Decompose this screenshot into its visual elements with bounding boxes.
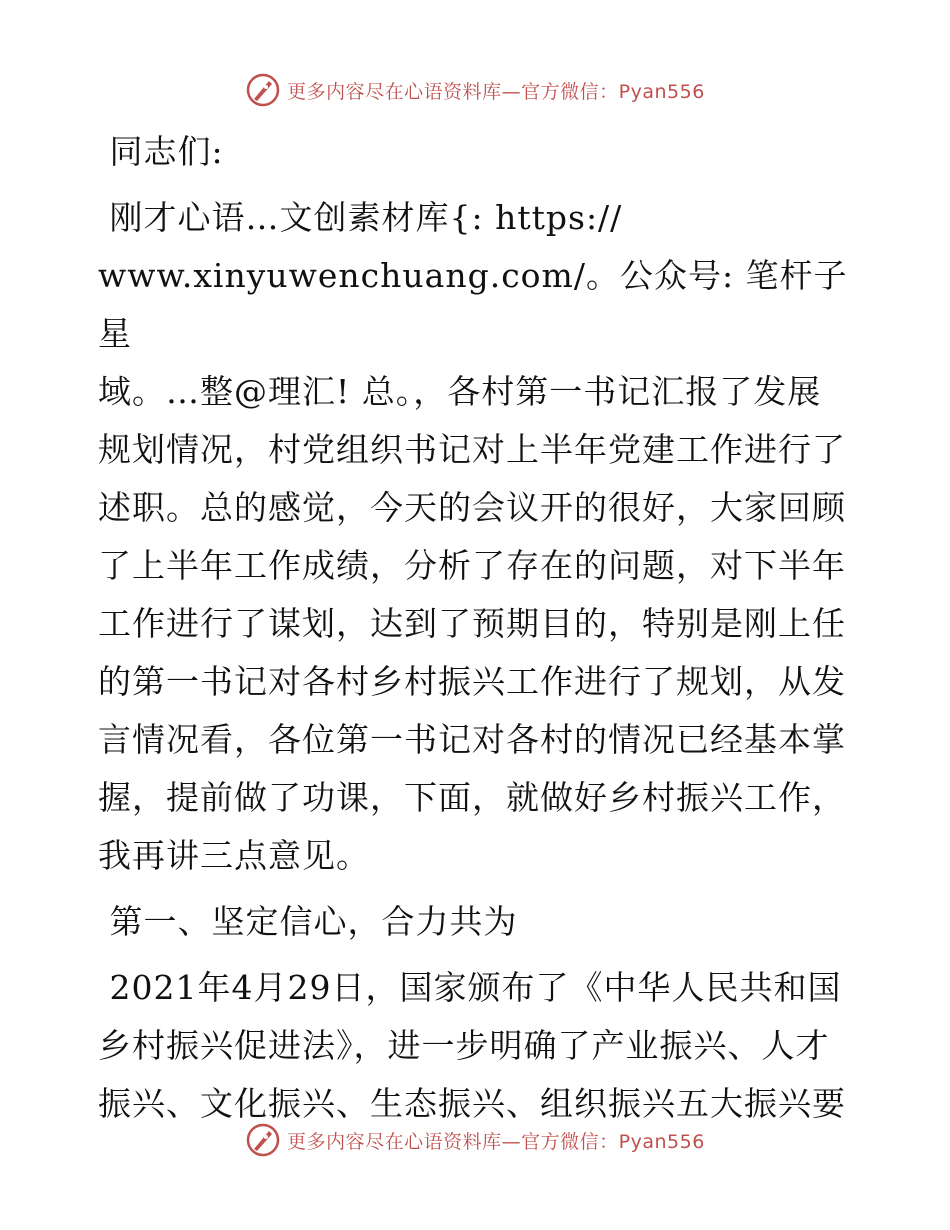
salutation: 同志们:: [98, 132, 224, 171]
body-paragraph: 2021年4月29日，国家颁布了《中华人民共和国 乡村振兴促进法》，进一步明确了产业振兴、人才 振兴、文化振兴、生态振兴、组织振兴五大振兴要: [98, 968, 846, 1123]
header-watermark-banner: [0, 70, 950, 110]
section-heading: 第一、坚定信心，合力共为: [98, 902, 518, 941]
watermark-text: 更多内容尽在心语资料库—官方微信：Pyan556: [287, 1130, 705, 1153]
footer-watermark-banner: [0, 1120, 950, 1160]
document-body: [98, 123, 858, 1133]
quill-pen-logo-icon: [245, 1122, 281, 1158]
watermark-text: 更多内容尽在心语资料库—官方微信：Pyan556: [287, 80, 705, 103]
body-paragraph: 刚才心语…文创素材库{: https:// www.xinyuwenchuang.com/。公众号: 笔杆子星 域。…整@理汇! 总。，各村第一书记汇报了发展 规划情况，村党组织书记对上半年党建工作进行了 述职。总的感觉，今天的会议开的很好，大家回顾 了上半年工作成绩，分析了存在的问题，对下半年 工作进行了谋划，达到了预期目的，特别是刚上任 的第一书记对各村乡村振兴工作进行了规划，从发 言情况看，各位第一书记对各村的情况已经基本掌 握，提前做了功课，下面，就做好乡村振兴工作， 我再讲三点意见。: [98, 198, 848, 875]
quill-pen-logo-icon: [245, 72, 281, 108]
